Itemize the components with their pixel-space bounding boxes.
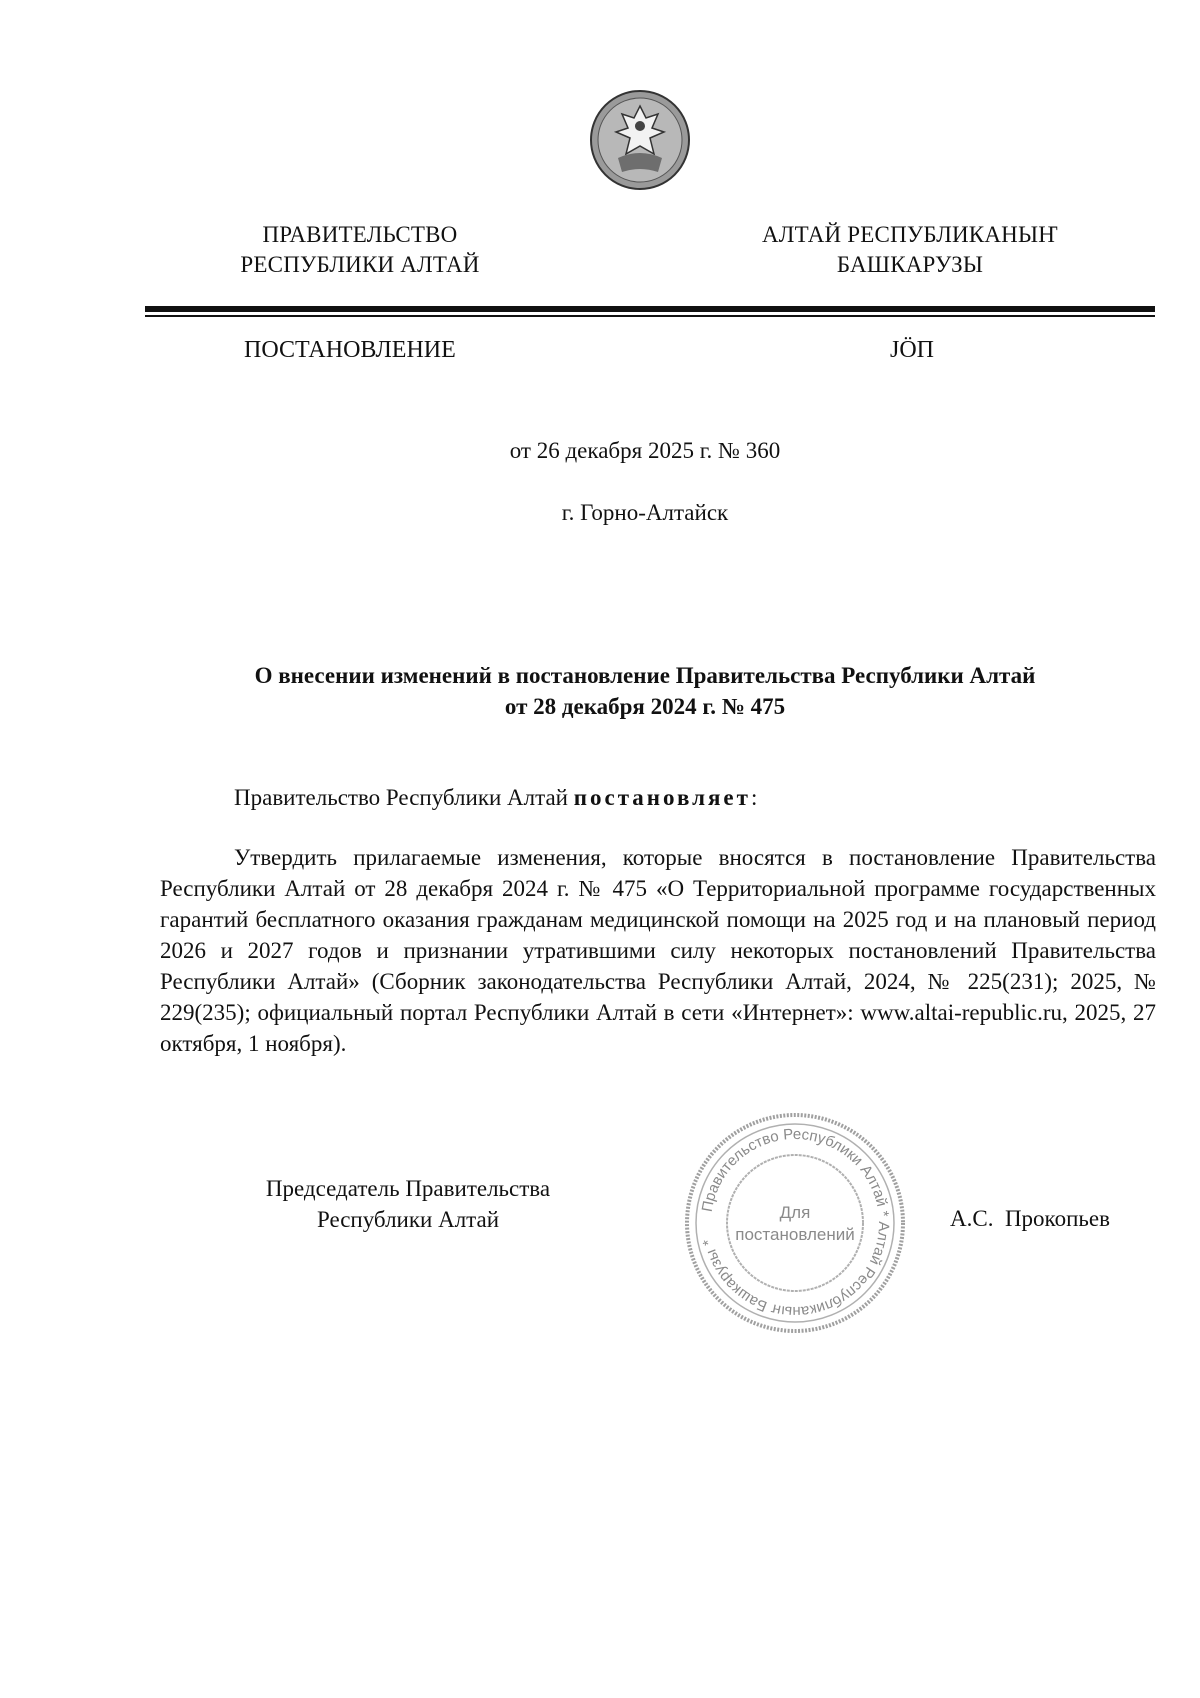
header-right-line2: БАШКАРУЗЫ (836, 252, 984, 277)
preamble-verb: постановляет (573, 785, 751, 810)
header-divider-thin (145, 315, 1155, 317)
header-left (195, 220, 525, 280)
header-left-line2: РЕСПУБЛИКИ АЛТАЙ (240, 252, 480, 277)
official-stamp (682, 1110, 908, 1336)
emblem (588, 88, 692, 192)
main-paragraph: Утвердить прилагаемые изменения, которые вносятся в постановление Правительства Республики Алтай от 28 декабря 2024 г. № 475 «О Территориальной программе государственных гарантий бесплатного оказания гражданам медицинской помощи на 2025 год и на плановый период 2026 и 2027 годов и признании утратившими силу некоторых постановлений Правительства Республики Алтай» (Сборник законодательства Республики Алтай, 2024, № 225(231); 2025, № 229(235); официальный портал Республики Алтай в сети «Интернет»: www.altai-republic.ru, 2025, 27 октября, 1 ноября). (160, 845, 1156, 1056)
stamp-inner-line1: Для (779, 1203, 811, 1222)
document-title (45, 660, 1200, 722)
preamble (234, 782, 757, 813)
position-line1: Председатель Правительства (265, 1176, 551, 1201)
doc-type-alt: JÖП (890, 337, 935, 363)
position-line2: Республики Алтай (316, 1207, 500, 1232)
signatory-name: А.С. Прокопьев (950, 1206, 1110, 1231)
header-right-line1: АЛТАЙ РЕСПУБЛИКАНЫҤ (762, 222, 1058, 247)
preamble-end: : (750, 785, 758, 810)
header-left-line1: ПРАВИТЕЛЬСТВО (262, 222, 458, 247)
stamp-seal-icon (682, 1110, 908, 1336)
title-line2: от 28 декабря 2024 г. № 475 (504, 694, 786, 719)
title-line1: О внесении изменений в постановление Правительства Республики Алтай (254, 663, 1036, 688)
preamble-start: Правительство Республики Алтай (234, 785, 568, 810)
doc-type-ru: ПОСТАНОВЛЕНИЕ (244, 337, 456, 363)
date-number: от 26 декабря 2025 г. № 360 (509, 438, 781, 463)
city: г. Горно-Алтайск (561, 500, 729, 525)
signature-position (228, 1173, 588, 1235)
stamp-outer-text: Правительство Республики Алтай * Алтай Республиканыҥ Башкарузы * (698, 1125, 893, 1321)
header-divider-thick (145, 306, 1155, 312)
header-right (740, 220, 1080, 280)
stamp-inner-line2: постановлений (735, 1225, 855, 1244)
coat-of-arms-icon (588, 88, 692, 192)
